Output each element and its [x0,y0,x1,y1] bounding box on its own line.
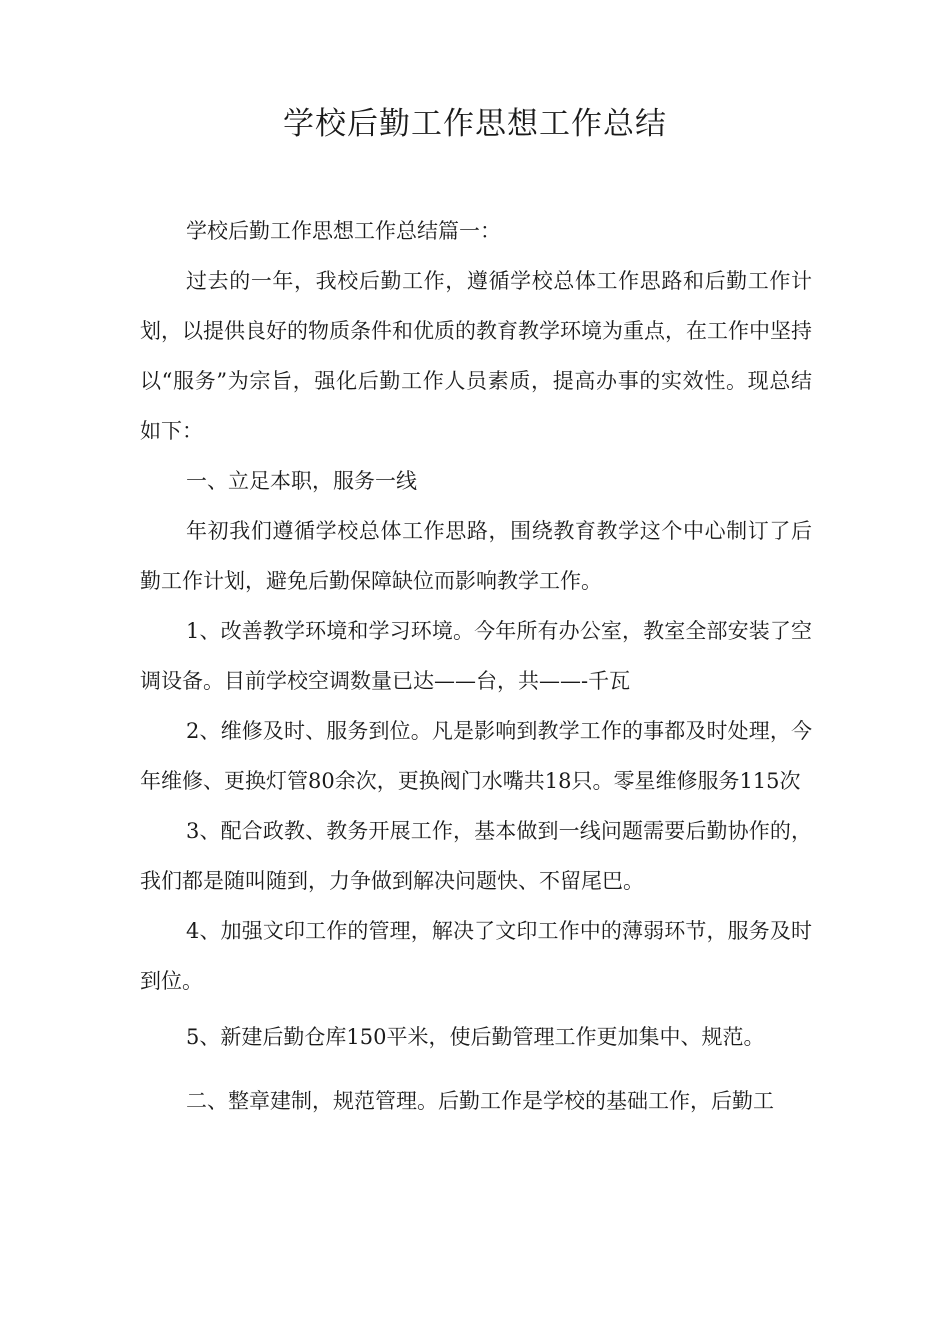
paragraph-plan: 年初我们遵循学校总体工作思路，围绕教育教学这个中心制订了后勤工作计划，避免后勤保障缺位而影响教学工作。 [140,519,812,593]
paragraph-heading-two: 二、整章建制，规范管理。后勤工作是学校的基础工作，后勤工 [186,1089,774,1113]
document-title: 学校后勤工作思想工作总结 [283,106,667,142]
paragraph-item-5: 5、新建后勤仓库150平米，使后勤管理工作更加集中、规范。 [186,1025,765,1049]
paragraph-item-2: 2、维修及时、服务到位。凡是影响到教学工作的事都及时处理，今年维修、更换灯管80余次，更换阀门水嘴共18只。零星维修服务115次 [140,719,812,793]
paragraph-section-heading: 学校后勤工作思想工作总结篇一： [186,219,501,243]
paragraph-item-1: 1、改善教学环境和学习环境。今年所有办公室，教室全部安装了空调设备。目前学校空调数量已达——台，共——-千瓦 [140,619,812,693]
paragraph-item-3: 3、配合政教、教务开展工作，基本做到一线问题需要后勤协作的，我们都是随叫随到，力争做到解决问题快、不留尾巴。 [140,819,812,893]
paragraph-item-4: 4、加强文印工作的管理，解决了文印工作中的薄弱环节，服务及时到位。 [140,919,812,993]
document-body [140,206,812,1126]
paragraph-intro: 过去的一年，我校后勤工作，遵循学校总体工作思路和后勤工作计划，以提供良好的物质条件和优质的教育教学环境为重点，在工作中坚持以“服务”为宗旨，强化后勤工作人员素质，提高办事的实效性。现总结如下： [140,269,812,443]
paragraph-heading-one: 一、立足本职，服务一线 [186,469,417,493]
